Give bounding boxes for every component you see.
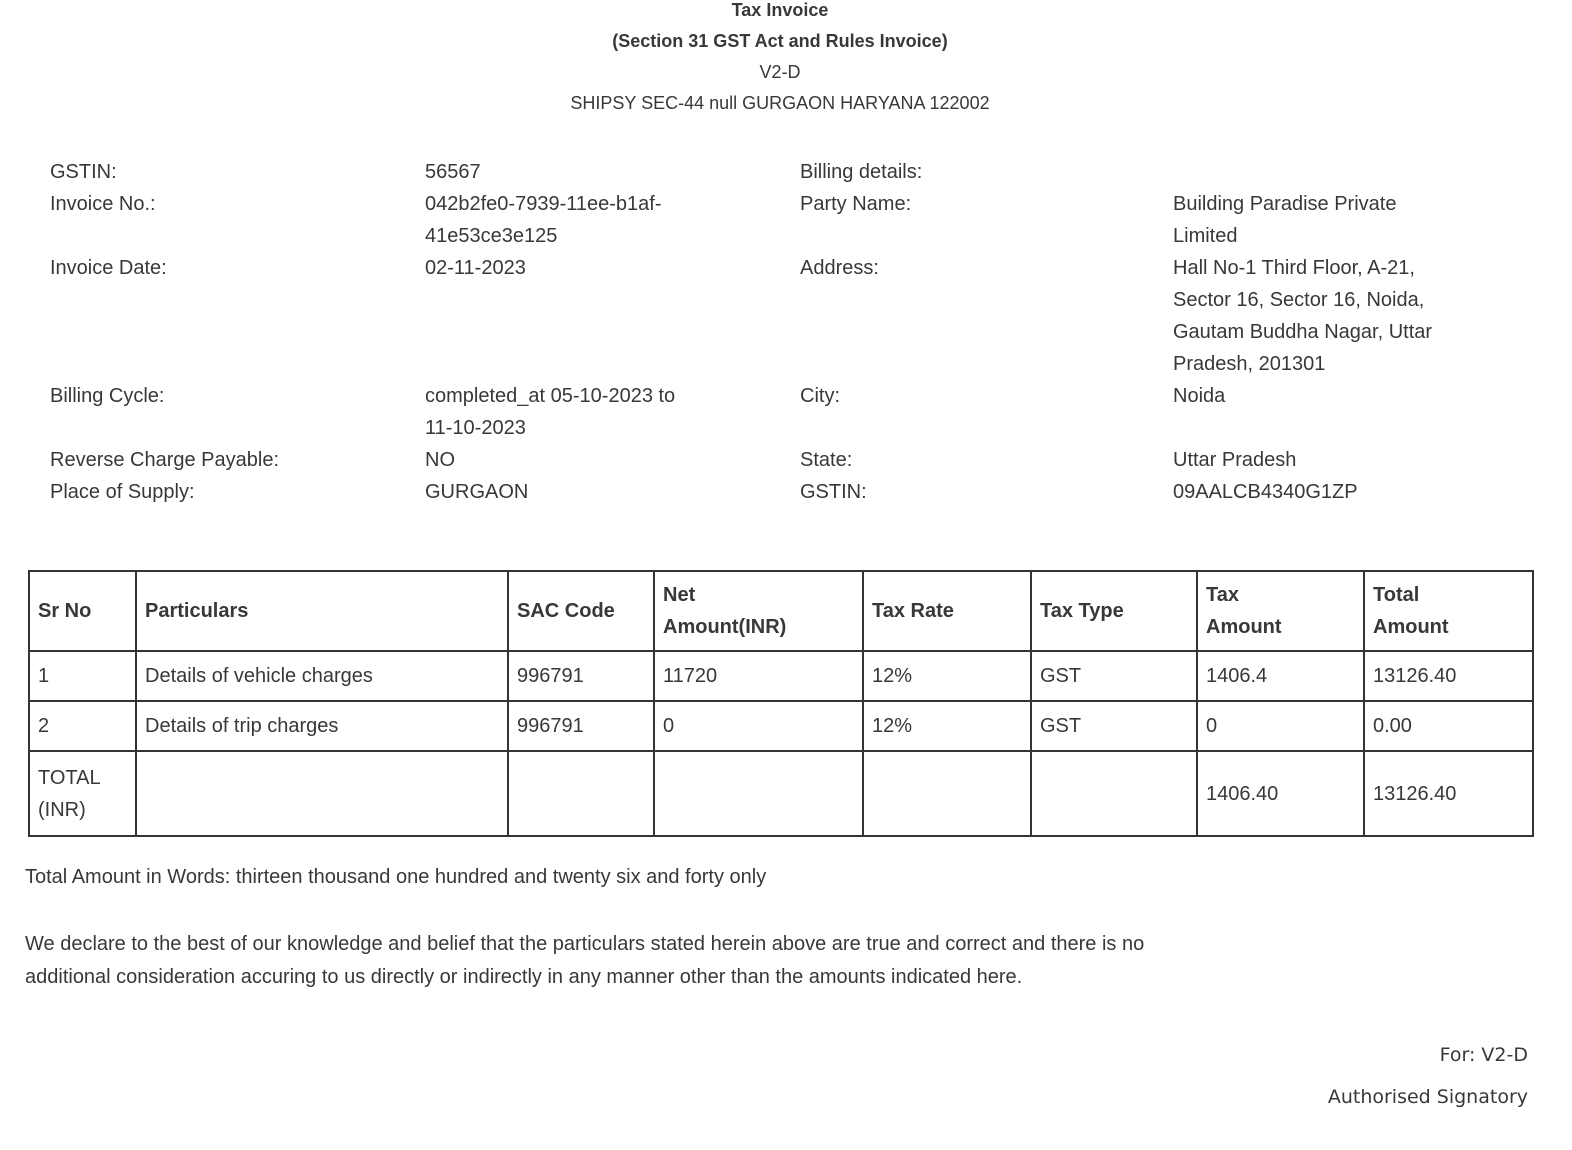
cell-tax-rate: 12% <box>863 651 1031 701</box>
invoice-details <box>50 156 1532 508</box>
total-net-empty <box>654 751 863 836</box>
cell-tax-rate: 12% <box>863 701 1031 751</box>
details-row <box>50 476 1532 508</box>
total-sac-empty <box>508 751 654 836</box>
invoice-date-value: 02-11-2023 <box>425 257 526 279</box>
total-total-amount: 13126.40 <box>1364 751 1533 836</box>
cell-total-amount: 0.00 <box>1364 701 1533 751</box>
city-label: City: <box>800 385 840 407</box>
details-row <box>50 156 1532 188</box>
cell-tax-amount: 0 <box>1197 701 1364 751</box>
city-value: Noida <box>1173 385 1226 407</box>
col-header-sr-no: Sr No <box>29 571 136 651</box>
col-header-tax-type: Tax Type <box>1031 571 1197 651</box>
place-of-supply-label: Place of Supply: <box>50 481 195 503</box>
place-of-supply-value: GURGAON <box>425 481 529 503</box>
cell-tax-amount: 1406.4 <box>1197 651 1364 701</box>
col-header-total-amount: Total Amount <box>1364 571 1533 651</box>
col-header-tax-rate: Tax Rate <box>863 571 1031 651</box>
cell-sr-no: 2 <box>29 701 136 751</box>
cell-particulars: Details of trip charges <box>136 701 508 751</box>
total-tax-amount: 1406.40 <box>1197 751 1364 836</box>
cell-particulars: Details of vehicle charges <box>136 651 508 701</box>
cell-tax-type: GST <box>1031 651 1197 701</box>
for-company: For: V2-D <box>1439 1044 1528 1066</box>
gstin-label: GSTIN: <box>50 161 117 183</box>
items-table <box>28 570 1534 837</box>
party-name-value: Building Paradise Private Limited <box>1173 193 1397 247</box>
items-header-row <box>29 571 1533 651</box>
total-rate-empty <box>863 751 1031 836</box>
total-particulars-empty <box>136 751 508 836</box>
cell-sr-no: 1 <box>29 651 136 701</box>
authorised-signatory: Authorised Signatory <box>1327 1086 1528 1108</box>
company-name: V2-D <box>759 62 801 82</box>
billing-details-label: Billing details: <box>800 161 923 183</box>
document-header <box>0 0 1560 119</box>
invoice-title: Tax Invoice <box>731 0 829 20</box>
cell-sac-code: 996791 <box>508 701 654 751</box>
col-header-net-amount: Net Amount(INR) <box>654 571 863 651</box>
details-row <box>50 188 1532 252</box>
state-label: State: <box>800 449 853 471</box>
col-header-particulars: Particulars <box>136 571 508 651</box>
invoice-date-label: Invoice Date: <box>50 257 167 279</box>
reverse-charge-label: Reverse Charge Payable: <box>50 449 280 471</box>
address-value: Hall No-1 Third Floor, A-21, Sector 16, Sector 16, Noida, Gautam Buddha Nagar, Uttar Pradesh, 201301 <box>1173 257 1433 375</box>
billing-cycle-value: completed_at 05-10-2023 to 11-10-2023 <box>425 385 676 439</box>
col-header-tax-amount: Tax Amount <box>1197 571 1364 651</box>
address-label: Address: <box>800 257 879 279</box>
total-label: TOTAL (INR) <box>29 751 136 836</box>
details-row <box>50 444 1532 476</box>
cell-net-amount: 0 <box>654 701 863 751</box>
invoice-subtitle: (Section 31 GST Act and Rules Invoice) <box>612 31 948 51</box>
party-gstin-label: GSTIN: <box>800 481 867 503</box>
total-row <box>29 751 1533 836</box>
total-amount-in-words: Total Amount in Words: thirteen thousand one hundred and twenty six and forty only <box>25 866 767 888</box>
cell-sac-code: 996791 <box>508 651 654 701</box>
declaration-text: We declare to the best of our knowledge and belief that the particulars stated herein above are true and correct and there is no additional consideration accuring to us directly or indirectly in any manner other than the amounts indicated here. <box>25 933 1145 988</box>
total-type-empty <box>1031 751 1197 836</box>
gstin-value: 56567 <box>425 161 481 183</box>
cell-net-amount: 11720 <box>654 651 863 701</box>
item-row-1 <box>29 651 1533 701</box>
col-header-sac-code: SAC Code <box>508 571 654 651</box>
invoice-no-value: 042b2fe0-7939-11ee-b1af- 41e53ce3e125 <box>425 193 662 247</box>
reverse-charge-value: NO <box>425 449 455 471</box>
cell-total-amount: 13126.40 <box>1364 651 1533 701</box>
details-row <box>50 252 1532 380</box>
company-address: SHIPSY SEC-44 null GURGAON HARYANA 122002 <box>570 93 990 113</box>
item-row-2 <box>29 701 1533 751</box>
state-value: Uttar Pradesh <box>1173 449 1297 471</box>
billing-details-value <box>1173 156 1532 188</box>
billing-cycle-label: Billing Cycle: <box>50 385 165 407</box>
invoice-no-label: Invoice No.: <box>50 193 156 215</box>
details-row <box>50 380 1532 444</box>
cell-tax-type: GST <box>1031 701 1197 751</box>
party-name-label: Party Name: <box>800 193 912 215</box>
party-gstin-value: 09AALCB4340G1ZP <box>1173 481 1358 503</box>
